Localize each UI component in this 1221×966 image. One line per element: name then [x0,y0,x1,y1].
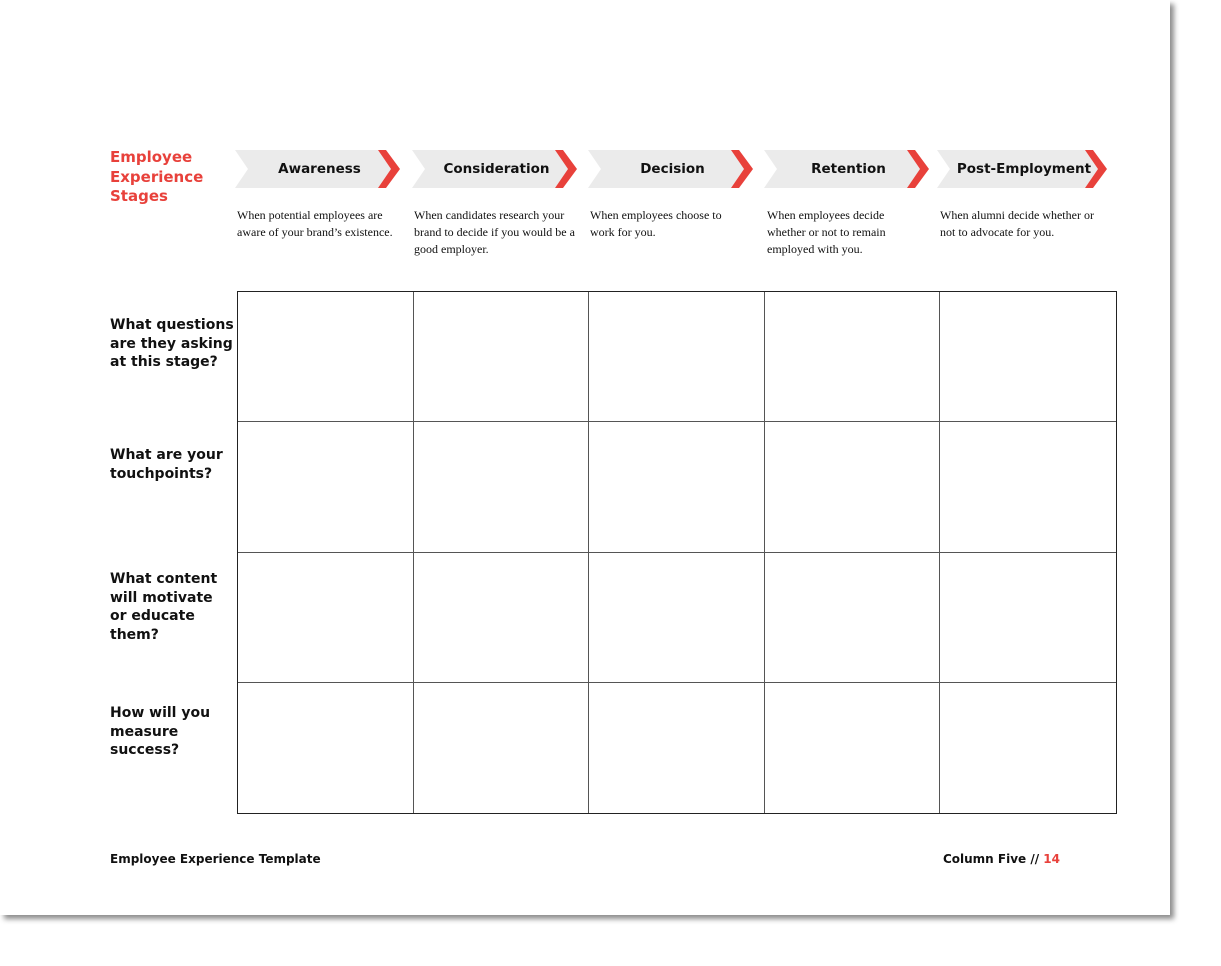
grid-cell[interactable] [589,553,765,683]
grid-cell[interactable] [414,683,590,813]
grid-cell[interactable] [765,553,941,683]
stage-description-awareness: When potential employees are aware of your brand’s existence. [237,208,393,239]
stage-description-retention: When employees decide whether or not to remain employed with you. [767,208,886,256]
row-label-success: How will you measure success? [110,705,211,758]
grid-cell[interactable] [940,292,1116,422]
grid-cell[interactable] [940,683,1116,813]
footer-brand: Column Five [942,852,1027,866]
grid-cell[interactable] [765,422,941,552]
footer-document-title: Employee Experience Template [110,852,321,866]
stage-consideration [412,150,577,188]
grid-cell[interactable] [414,422,590,552]
stage-decision [588,150,753,188]
row-label-questions: What questions are they asking at this stage? [110,317,234,370]
footer-separator: // [1030,852,1040,866]
footer-brand-page [943,852,1060,866]
grid-cell[interactable] [238,553,414,683]
grid-cell[interactable] [414,292,590,422]
stage-name: Post-Employment [956,161,1092,177]
grid-cell[interactable] [589,422,765,552]
grid-cell[interactable] [414,553,590,683]
grid-cell[interactable] [238,683,414,813]
stage-description-decision: When employees choose to work for you. [590,208,722,239]
worksheet-grid [237,291,1117,814]
stage-retention [764,150,929,188]
grid-cell[interactable] [238,422,414,552]
stage-name: Awareness [278,161,361,177]
stage-description-consideration: When candidates research your brand to decide if you would be a good employer. [414,208,575,256]
row-label-content: What content will motivate or educate them? [110,571,218,643]
stage-post-employment [937,150,1107,188]
row-label-touchpoints: What are your touchpoints? [110,447,223,482]
grid-cell[interactable] [238,292,414,422]
grid-cell[interactable] [589,292,765,422]
stage-name: Decision [640,161,705,177]
grid-cell[interactable] [940,422,1116,552]
stage-name: Retention [811,161,886,177]
grid-cell[interactable] [940,553,1116,683]
section-title: Employee Experience Stages [110,148,204,205]
grid-cell[interactable] [765,292,941,422]
grid-cell[interactable] [589,683,765,813]
grid-cell[interactable] [765,683,941,813]
stage-description-post-employment: When alumni decide whether or not to advocate for you. [940,208,1094,239]
stage-name: Consideration [443,161,550,177]
stage-awareness [235,150,400,188]
page-number: 14 [1043,852,1060,866]
